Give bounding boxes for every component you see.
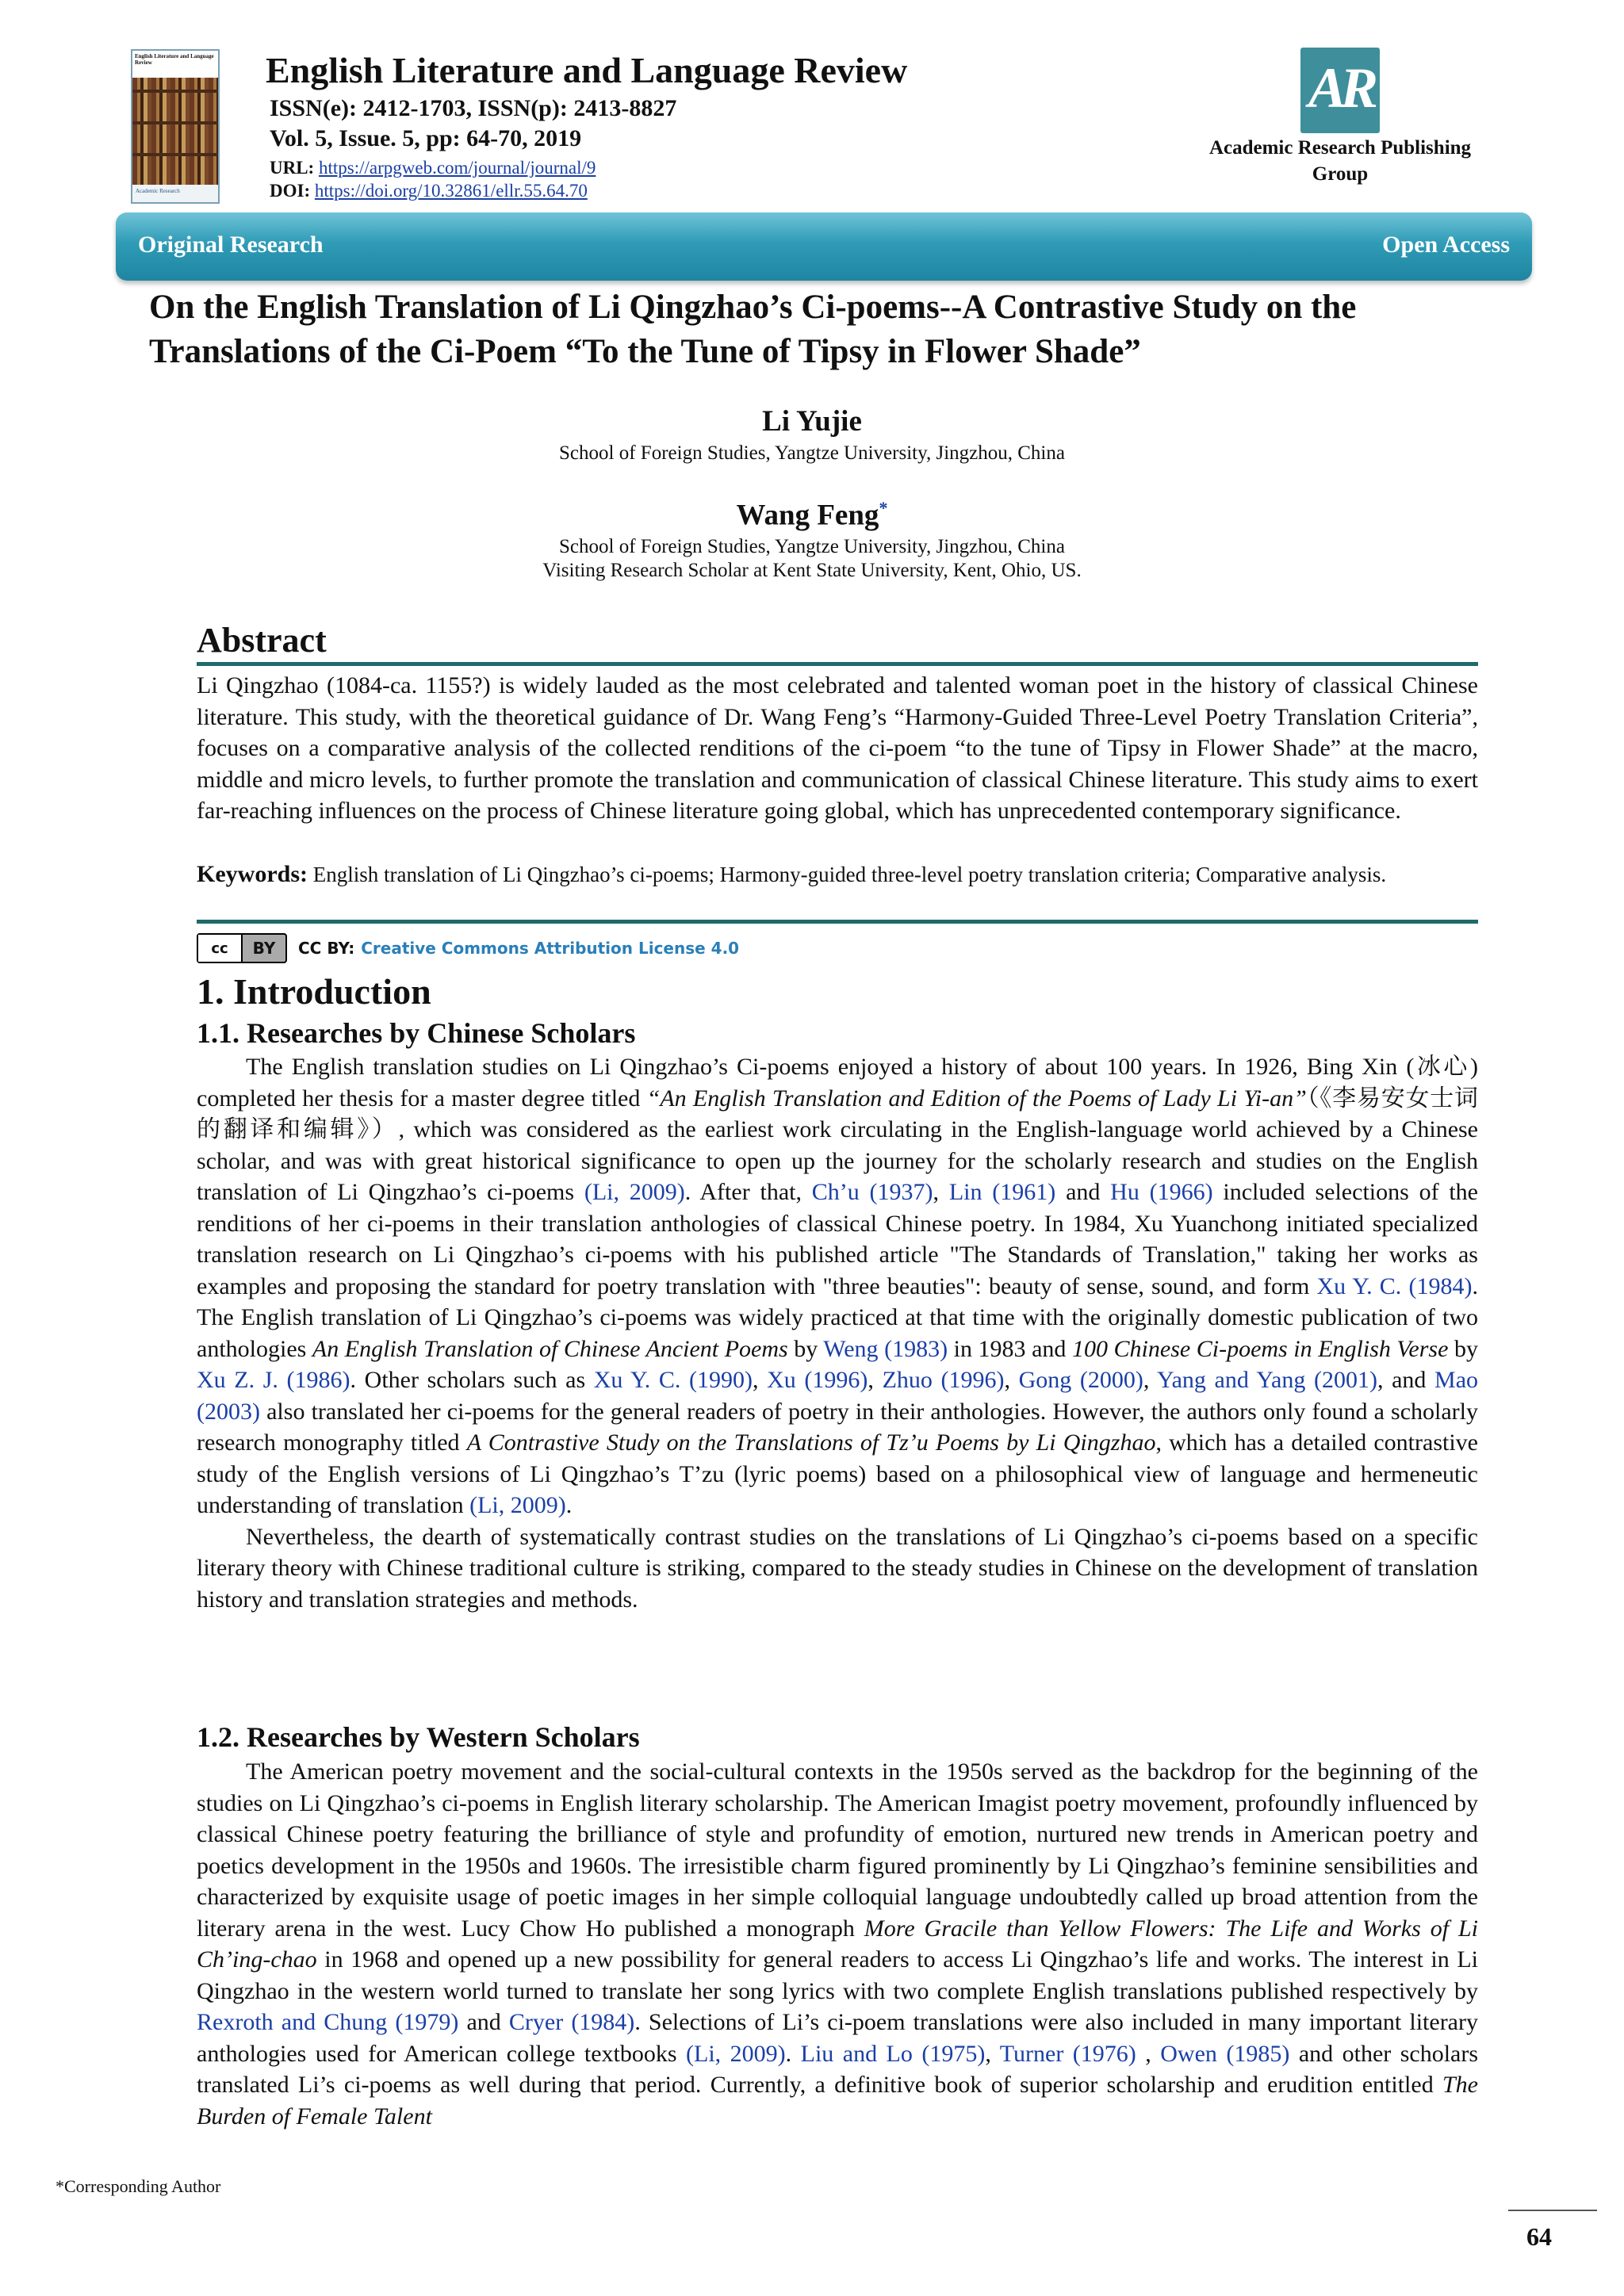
abstract-bottom-rule bbox=[197, 920, 1478, 924]
publisher-name-line1: Academic Research Publishing bbox=[1208, 137, 1472, 159]
citation-link[interactable]: (Li, 2009) bbox=[584, 1179, 685, 1205]
doi-link[interactable]: https://doi.org/10.32861/ellr.55.64.70 bbox=[314, 181, 588, 201]
cc-by-badge-icon[interactable] bbox=[197, 933, 287, 963]
text-run: . bbox=[565, 1492, 573, 1518]
text-run: , which was considered as the earliest work circulating in the English-language world achieved by a Chinese scholar, and was with great historical significance to open up the journey for the scholarly research and studies on the English translation of Li Qingzhao’s ci-poems bbox=[197, 1116, 1478, 1205]
citation-link[interactable]: (Li, 2009) bbox=[686, 2040, 786, 2067]
text-run: . The English translation of Li Qingzhao’s ci-poems was widely practiced at that time with the originally domestic publication of two anthologies bbox=[197, 1272, 1479, 1362]
doi-label: DOI: bbox=[270, 181, 311, 201]
page-number-rule bbox=[1508, 2210, 1597, 2211]
intro-body-1 bbox=[197, 1051, 1478, 1615]
text-run: and other scholars translated Li’s ci-poems as well during that period. Currently, a definitive book of superior scholarship and erudition entitled bbox=[197, 2040, 1479, 2098]
citation-link[interactable]: Hu (1966) bbox=[1110, 1179, 1213, 1205]
banner-article-type: Original Research bbox=[138, 232, 324, 258]
citation-link[interactable]: Mao (2003) bbox=[197, 1367, 1479, 1425]
citation-link[interactable]: (Li, 2009) bbox=[469, 1492, 566, 1518]
abstract-text bbox=[197, 670, 1478, 827]
author-2 bbox=[0, 498, 1624, 532]
citation-link[interactable]: Yang and Yang (2001) bbox=[1156, 1367, 1377, 1393]
text-run: , bbox=[1136, 2040, 1161, 2067]
license-block bbox=[197, 932, 739, 964]
citation-link[interactable]: Owen (1985) bbox=[1160, 2040, 1290, 2067]
license-label: CC BY: bbox=[298, 939, 355, 958]
publisher-logo bbox=[1300, 48, 1380, 133]
text-run: . Selections of Li’s ci-poem translations were also included in many important literary anthologies used for American college textbooks bbox=[197, 2009, 1478, 2067]
page-number: 64 bbox=[1526, 2222, 1552, 2251]
url-label: URL: bbox=[270, 158, 315, 178]
text-run: and bbox=[458, 2009, 509, 2035]
text-run: , bbox=[933, 1179, 949, 1205]
intro-body-2 bbox=[197, 1756, 1478, 2132]
publisher-name bbox=[1174, 135, 1507, 187]
cover-footer: Academic Research bbox=[132, 185, 218, 202]
text-run: by bbox=[1448, 1335, 1478, 1362]
volume-line: Vol. 5, Issue. 5, pp: 64-70, 2019 bbox=[270, 125, 582, 151]
text-run: by bbox=[787, 1335, 824, 1362]
citation-link[interactable]: Cryer (1984) bbox=[508, 2009, 635, 2035]
author-2-name: Wang Feng bbox=[736, 499, 879, 532]
text-run: in 1983 and bbox=[948, 1335, 1072, 1362]
text-run: . After that, bbox=[684, 1179, 812, 1205]
text-run: , bbox=[753, 1367, 768, 1393]
citation-link[interactable]: Xu Y. C. (1990) bbox=[593, 1367, 753, 1393]
keywords bbox=[197, 860, 1478, 889]
citation-link[interactable]: Rexroth and Chung (1979) bbox=[197, 2009, 459, 2035]
author-2-affiliation-2: Visiting Research Scholar at Kent State University, Kent, Ohio, US. bbox=[542, 560, 1082, 581]
italic-title: “An English Translation and Edition of the Poems of Lady Li Yi-an” bbox=[646, 1085, 1307, 1112]
text-run: , which has a detailed contrastive study of the English versions of Li Qingzhao’s T’zu (lyric poems) based on a philosophical view of language and hermeneutic understanding of translation bbox=[197, 1429, 1478, 1518]
intro-paragraph-2 bbox=[197, 1521, 1478, 1616]
citation-link[interactable]: Turner (1976) bbox=[999, 2040, 1136, 2067]
publisher-name-line2: Group bbox=[1312, 163, 1369, 185]
italic-title: More Gracile than Yellow Flowers: The Life and Works of Li Ch’ing-chao bbox=[197, 1915, 1478, 1973]
author-2-affiliation-1: School of Foreign Studies, Yangtze University, Jingzhou, China bbox=[559, 536, 1065, 557]
citation-link[interactable]: Zhuo (1996) bbox=[882, 1367, 1005, 1393]
italic-title: An English Translation of Chinese Ancient Poems bbox=[312, 1335, 788, 1362]
citation-link[interactable]: Xu (1996) bbox=[767, 1367, 868, 1393]
citation-link[interactable]: Xu Z. J. (1986) bbox=[197, 1367, 350, 1393]
text-run: . bbox=[785, 2040, 801, 2067]
citation-link[interactable]: Lin (1961) bbox=[948, 1179, 1056, 1205]
cover-bookshelf-picture bbox=[132, 78, 218, 185]
text-run: , bbox=[1004, 1367, 1019, 1393]
issn-line: ISSN(e): 2412-1703, ISSN(p): 2413-8827 bbox=[270, 95, 677, 121]
citation-link[interactable]: Weng (1983) bbox=[823, 1335, 948, 1362]
text-run: , bbox=[868, 1367, 883, 1393]
abstract-top-rule bbox=[197, 662, 1478, 666]
publisher-logo-letters: AR bbox=[1308, 56, 1373, 120]
corresponding-author-footnote: *Corresponding Author bbox=[56, 2176, 221, 2196]
journal-title: English Literature and Language Review bbox=[266, 50, 908, 90]
author-1-name: Li Yujie bbox=[762, 405, 862, 438]
citation-link[interactable]: Gong (2000) bbox=[1018, 1367, 1143, 1393]
cc-badge-left: cc bbox=[198, 935, 243, 962]
text-run: ) completed her thesis for a master degree titled bbox=[197, 1054, 1478, 1112]
text-run: , and bbox=[1377, 1367, 1435, 1393]
license-link[interactable]: Creative Commons Attribution License 4.0 bbox=[361, 939, 740, 958]
italic-title: The Burden of Female Talent bbox=[197, 2072, 1478, 2130]
citation-link[interactable]: Xu Y. C. (1984) bbox=[1316, 1272, 1473, 1299]
text-run: and bbox=[1055, 1179, 1111, 1205]
journal-url-link[interactable]: https://arpgweb.com/journal/journal/9 bbox=[318, 158, 596, 178]
keywords-text: English translation of Li Qingzhao’s ci-poems; Harmony-guided three-level poetry translation criteria; Comparative analysis. bbox=[312, 863, 1387, 886]
journal-cover-image bbox=[131, 49, 220, 204]
text-run: （《李易安女士词的翻译和编辑》） bbox=[197, 1085, 1479, 1142]
corresponding-author-mark[interactable]: * bbox=[879, 498, 888, 518]
italic-title: A Contrastive Study on the Translations of Tz’u Poems by Li Qingzhao bbox=[466, 1429, 1156, 1456]
text-run: in 1968 and opened up a new possibility for general readers to access Li Qingzhao’s life and works. The interest in Li Qingzhao in the western world turned to translate her song lyrics with two complete English translations published respectively by bbox=[197, 1946, 1478, 2004]
author-1-affiliation: School of Foreign Studies, Yangtze University, Jingzhou, China bbox=[559, 442, 1065, 464]
text-run: included selections of the renditions of her ci-poems in their translation anthologies of classical Chinese poetry. In 1984, Xu Yuanchong initiated specialized translation research on Li Qingzhao’s ci-poems with his published article "The Standards of Translation," taking her works as examples and proposing the standard for poetry translation with "three beauties": beauty of sense, sound, and form bbox=[197, 1179, 1478, 1299]
banner-open-access: Open Access bbox=[1382, 232, 1510, 258]
article-type-banner bbox=[116, 212, 1532, 281]
intro-paragraph-3 bbox=[197, 1756, 1478, 2132]
text-run: 冰心 bbox=[1414, 1054, 1470, 1080]
text-run: , bbox=[1143, 1367, 1157, 1393]
subsection-heading-western-scholars: 1.2. Researches by Western Scholars bbox=[197, 1721, 640, 1753]
text-run: The American poetry movement and the social-cultural contexts in the 1950s served as the backdrop for the beginning of the studies on Li Qingzhao’s ci-poems in English literary scholarship. The American Imagist poetry movement, profoundly influenced by classical Chinese poetry featuring the brilliance of style and profundity of emotion, nurtured new trends in American poetry and poetics development in the 1950s and 1960s. The irresistible charm figured prominently by Li Qingzhao’s feminine sensibilities and characterized by exquisite usage of poetic images in her simple colloquial language undoubtedly called up broad attention from the literary arena in the west. Lucy Chow Ho published a monograph bbox=[197, 1758, 1478, 1942]
citation-link[interactable]: Ch’u (1937) bbox=[811, 1179, 933, 1205]
paper-title: On the English Translation of Li Qingzhao’s Ci-poems--A Contrastive Study on the Translations of the Ci-Poem “To the Tune of Tipsy in Flower Shade” bbox=[149, 289, 1357, 370]
section-heading-introduction: 1. Introduction bbox=[197, 971, 431, 1012]
italic-title: 100 Chinese Ci-poems in English Verse bbox=[1071, 1335, 1449, 1362]
abstract-paragraph: Li Qingzhao (1084-ca. 1155?) is widely lauded as the most celebrated and talented woman poet in the history of classical Chinese literature. This study, with the theoretical guidance of Dr. Wang Feng’s “Harmony-Guided Three-Level Poetry Translation Criteria”, focuses on a comparative analysis of the collected renditions of the ci-poem “to the tune of Tipsy in Flower Shade” at the macro, middle and micro levels, to further promote the translation and communication of classical Chinese literature. This study aims to exert far-reaching influences on the process of Chinese literature going global, which has unprecedented contemporary significance. bbox=[197, 672, 1478, 824]
text-run: Nevertheless, the dearth of systematically contrast studies on the translations of Li Qingzhao’s ci-poems based on a specific literary theory with Chinese traditional culture is striking, compared to the steady studies in Chinese on the development of translation history and translation strategies and methods. bbox=[197, 1523, 1478, 1613]
text-run: . Other scholars such as bbox=[350, 1367, 594, 1393]
text-run: , bbox=[985, 2040, 1000, 2067]
url-line bbox=[270, 158, 596, 178]
abstract-heading: Abstract bbox=[197, 621, 327, 660]
intro-paragraph-1 bbox=[197, 1051, 1478, 1521]
text-run: also translated her ci-poems for the general readers of poetry in their anthologies. However, the authors only found a scholarly research monography titled bbox=[197, 1398, 1478, 1456]
keywords-label: Keywords: bbox=[197, 861, 308, 887]
citation-link[interactable]: Liu and Lo (1975) bbox=[800, 2040, 986, 2067]
doi-line bbox=[270, 181, 588, 201]
text-run: The English translation studies on Li Qingzhao’s Ci-poems enjoyed a history of about 100 years. In 1926, Bing Xin ( bbox=[246, 1054, 1415, 1080]
cover-title: English Literature and Language Review bbox=[132, 51, 218, 78]
cc-badge-right: BY bbox=[252, 939, 276, 958]
subsection-heading-chinese-scholars: 1.1. Researches by Chinese Scholars bbox=[197, 1017, 636, 1049]
